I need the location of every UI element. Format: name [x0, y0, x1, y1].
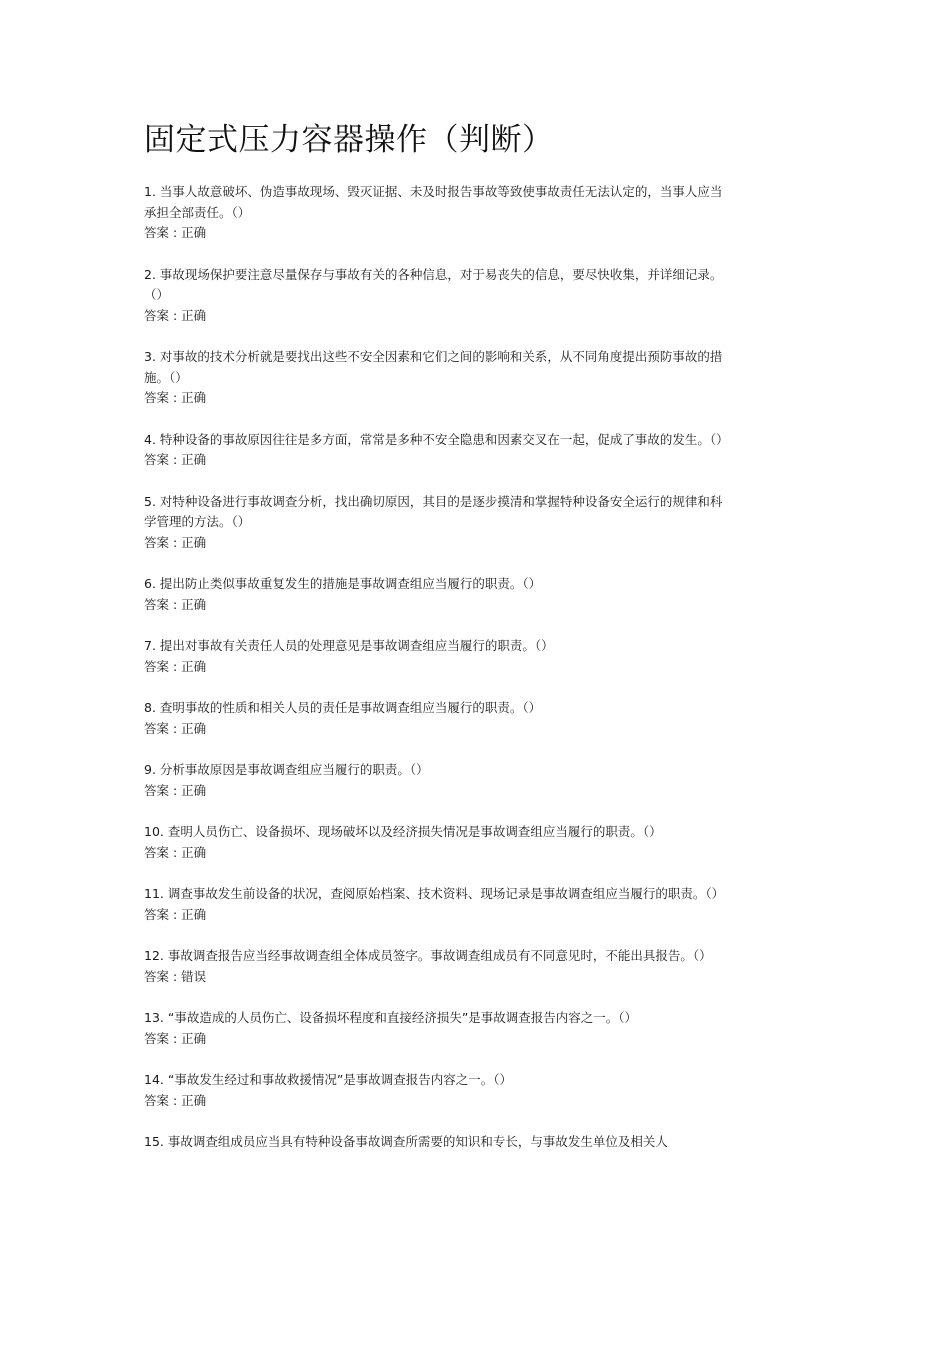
question-text: 1. 当事人故意破坏、伪造事故现场、毁灭证据、未及时报告事故等致使事故责任无法认定的，当事人应当承担全部责任。（） [144, 184, 723, 220]
answer-line [144, 388, 734, 409]
answer-line [144, 306, 734, 327]
answer-value: 正确 [181, 452, 207, 467]
answer-value: 正确 [181, 844, 207, 860]
answer-line [144, 223, 734, 244]
answer-value: 正确 [181, 906, 207, 922]
question-text: 5. 对特种设备进行事故调查分析，找出确切原因，其目的是逐步摸清和掌握特种设备安全运行的规律和科学管理的方法。（） [144, 493, 723, 529]
answer-value: 正确 [181, 596, 207, 612]
answer-value: 正确 [181, 390, 207, 405]
document-title: 固定式压力容器操作（判断） [144, 122, 554, 158]
answer-value: 正确 [181, 1092, 207, 1108]
answer-value: 正确 [181, 720, 207, 736]
question-text: 3. 对事故的技术分析就是要找出这些不安全因素和它们之间的影响和关系，从不同角度提出预防事故的措施。（） [144, 349, 723, 385]
answer-prefix: 答案 : [144, 307, 182, 323]
answer-prefix: 答案 : [144, 844, 182, 860]
question-item [144, 347, 734, 409]
answer-prefix: 答案 : [144, 658, 182, 674]
answer-line [144, 657, 734, 678]
answer-value: 正确 [181, 1030, 207, 1046]
question-text: 15. 事故调查组成员应当具有特种设备事故调查所需要的知识和专长，与事故发生单位及相关人 [144, 1134, 668, 1149]
answer-line [144, 1029, 734, 1050]
answer-prefix: 答案 : [144, 906, 182, 922]
question-text: 6. 提出防止类似事故重复发生的措施是事故调查组应当履行的职责。（） [144, 576, 542, 591]
answer-value: 正确 [181, 307, 207, 323]
answer-prefix: 答案 : [144, 782, 182, 798]
question-item [144, 1132, 734, 1153]
answer-prefix: 答案 : [144, 534, 182, 550]
answer-prefix: 答案 : [144, 390, 182, 405]
document-page [144, 118, 734, 1153]
question-list [144, 182, 734, 1153]
question-item [144, 182, 734, 244]
question-item [144, 884, 734, 925]
answer-prefix: 答案 : [144, 1092, 182, 1108]
answer-line [144, 967, 734, 988]
answer-prefix: 答案 : [144, 720, 182, 736]
question-item [144, 492, 734, 554]
answer-value: 错误 [181, 968, 207, 984]
question-item [144, 636, 734, 677]
question-text: 13. “事故造成的人员伤亡、设备损坏程度和直接经济损失”是事故调查报告内容之一。（） [144, 1010, 638, 1025]
answer-line [144, 595, 734, 616]
question-text: 12. 事故调查报告应当经事故调查组全体成员签字。事故调查组成员有不同意见时，不能出具报告。（） [144, 948, 712, 963]
question-text: 11. 调查事故发生前设备的状况，查阅原始档案、技术资料、现场记录是事故调查组应当履行的职责。（） [144, 886, 725, 901]
answer-line [144, 1091, 734, 1112]
answer-line [144, 905, 734, 926]
answer-value: 正确 [181, 534, 207, 550]
answer-line [144, 719, 734, 740]
question-item [144, 1070, 734, 1111]
answer-value: 正确 [181, 782, 207, 798]
question-item [144, 822, 734, 863]
question-text: 7. 提出对事故有关责任人员的处理意见是事故调查组应当履行的职责。（） [144, 638, 554, 653]
answer-prefix: 答案 : [144, 225, 182, 240]
question-text: 2. 事故现场保护要注意尽量保存与事故有关的各种信息，对于易丧失的信息，要尽快收集，并详细记录。（） [144, 266, 723, 302]
question-item [144, 574, 734, 615]
answer-prefix: 答案 : [144, 968, 182, 984]
answer-line [144, 781, 734, 802]
answer-value: 正确 [181, 658, 207, 674]
answer-line [144, 450, 734, 471]
answer-line [144, 533, 734, 554]
answer-value: 正确 [181, 225, 207, 240]
question-item [144, 760, 734, 801]
question-text: 14. “事故发生经过和事故救援情况”是事故调查报告内容之一。（） [144, 1072, 513, 1087]
answer-prefix: 答案 : [144, 596, 182, 612]
question-item [144, 698, 734, 739]
answer-prefix: 答案 : [144, 1030, 182, 1046]
answer-line [144, 843, 734, 864]
answer-prefix: 答案 : [144, 452, 182, 467]
question-text: 4. 特种设备的事故原因往往是多方面，常常是多种不安全隐患和因素交叉在一起，促成了事故的发生。（） [144, 431, 729, 447]
question-item [144, 946, 734, 987]
question-item [144, 430, 734, 471]
question-text: 10. 查明人员伤亡、设备损坏、现场破坏以及经济损失情况是事故调查组应当履行的职责。（） [144, 824, 662, 839]
question-text: 9. 分析事故原因是事故调查组应当履行的职责。（） [144, 762, 429, 777]
question-item [144, 1008, 734, 1049]
question-text: 8. 查明事故的性质和相关人员的责任是事故调查组应当履行的职责。（） [144, 700, 542, 715]
question-item [144, 265, 734, 327]
